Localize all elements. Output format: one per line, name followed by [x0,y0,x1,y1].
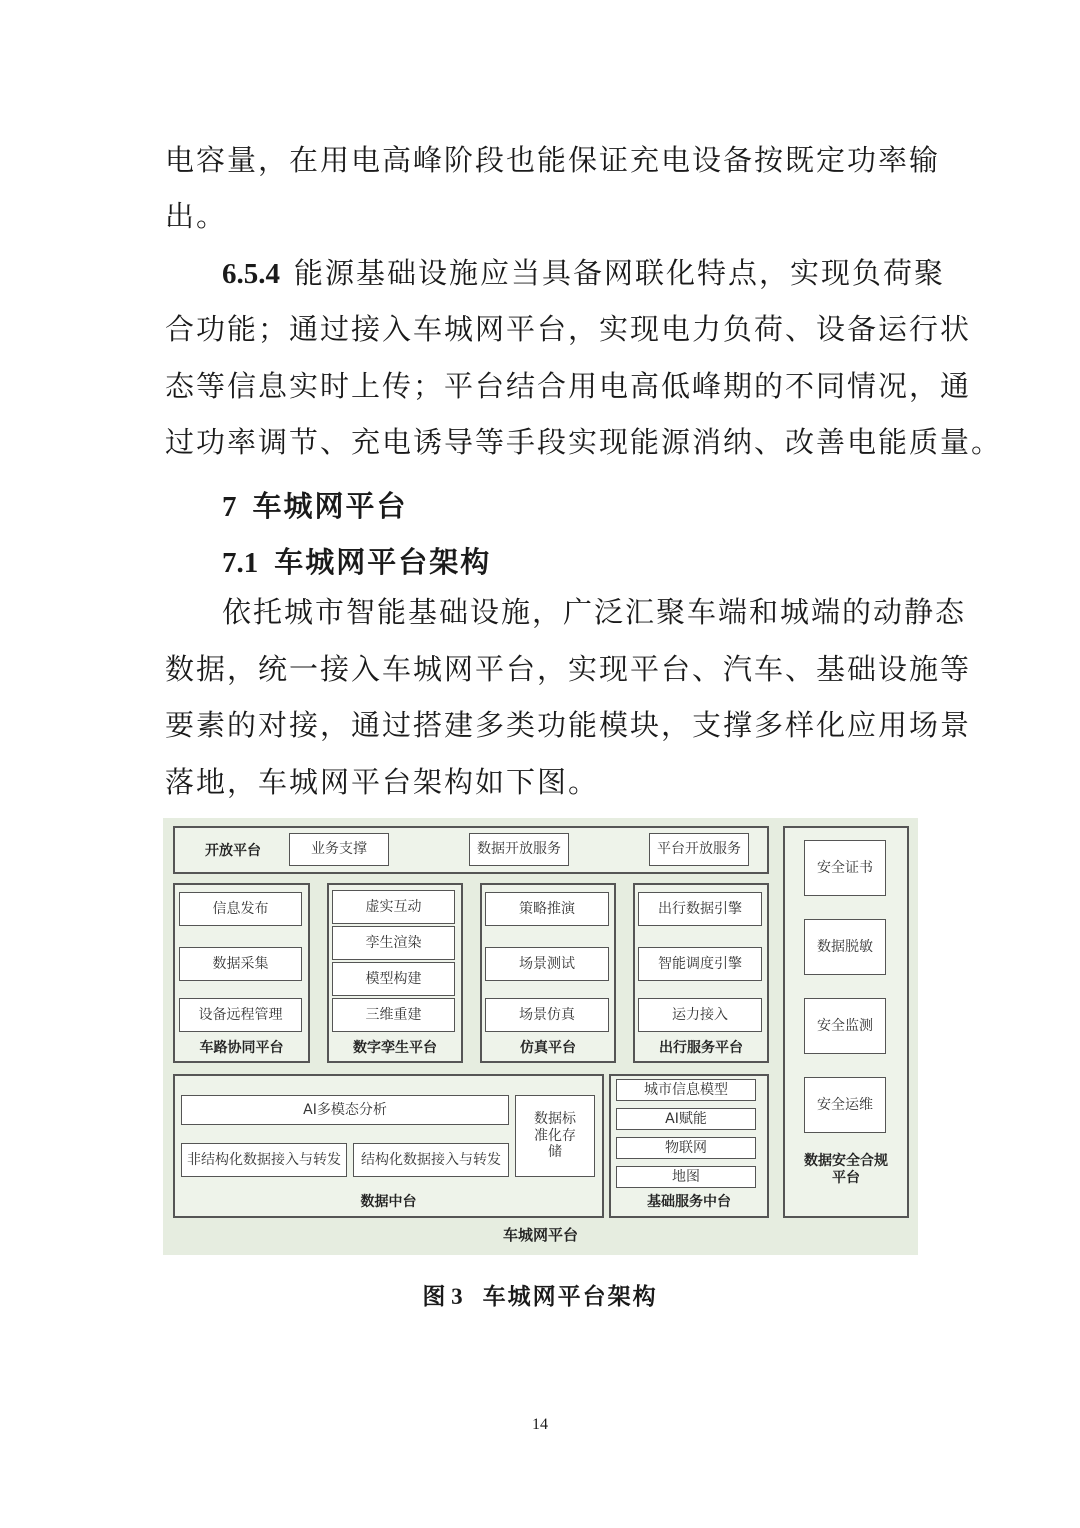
sim-platform-title: 仿真平台 [520,1040,576,1056]
section-heading-7-1 [222,540,491,581]
figure-number: 图 3 [422,1284,463,1309]
sim-item: 场景仿真 [485,998,609,1032]
data-center-item: 结构化数据接入与转发 [353,1143,509,1177]
twin-item: 模型构建 [332,962,455,996]
base-service-title: 基础服务中台 [647,1194,731,1210]
open-platform-title: 开放平台 [205,843,261,859]
v2x-item: 数据采集 [179,947,302,981]
security-platform-title: 数据安全合规平台 [804,1153,888,1186]
twin-item: 虚实互动 [332,890,455,924]
figure-title: 车城网平台架构 [482,1284,658,1310]
body-text-line: 态等信息实时上传；平台结合用电高低峰期的不同情况，通 [165,369,972,403]
body-text-line: 电容量，在用电高峰阶段也能保证充电设备按既定功率输 [165,143,941,177]
figure-caption [0,1278,1080,1311]
body-text-line: 落地，车城网平台架构如下图。 [165,765,600,799]
open-platform-item: 平台开放服务 [649,833,749,866]
section-title: 车城网平台架构 [274,545,492,579]
data-center-title: 数据中台 [360,1194,417,1210]
travel-item: 出行数据引擎 [638,892,762,926]
body-text-line: 过功率调节、充电诱导等手段实现能源消纳、改善电能质量。 [165,425,1003,459]
travel-item: 运力接入 [638,998,762,1032]
section-title: 车城网平台 [252,489,408,523]
travel-platform-title: 出行服务平台 [659,1040,743,1056]
open-platform-item: 业务支撑 [289,833,389,866]
base-service-item: AI赋能 [616,1108,756,1130]
security-item: 安全运维 [804,1077,886,1133]
sim-item: 场景测试 [485,947,609,981]
body-text-line: 要素的对接，通过搭建多类功能模块，支撑多样化应用场景 [165,708,972,742]
section-number: 7 [222,491,237,523]
data-center-item: 非结构化数据接入与转发 [181,1143,347,1177]
section-heading-7 [222,484,408,525]
architecture-diagram [163,818,918,1255]
page-number: 14 [532,1416,548,1433]
body-text-line: 数据，统一接入车城网平台，实现平台、汽车、基础设施等 [165,652,972,686]
section-number: 7.1 [222,547,259,579]
body-text-line: 依托城市智能基础设施，广泛汇聚车端和城端的动静态 [222,595,967,629]
body-text-line: 合功能；通过接入车城网平台，实现电力负荷、设备运行状 [165,312,972,346]
v2x-item: 设备远程管理 [179,998,302,1032]
v2x-item: 信息发布 [179,892,302,926]
body-text-line: 出。 [165,199,228,233]
base-service-item: 城市信息模型 [616,1079,756,1101]
twin-platform-title: 数字孪生平台 [353,1040,437,1056]
data-center-item: 数据标准化存储 [515,1095,595,1177]
twin-item: 孪生渲染 [332,926,455,960]
sim-item: 策略推演 [485,892,609,926]
clause-6-5-4-line [222,245,946,302]
base-service-item: 物联网 [616,1137,756,1159]
open-platform-item: 数据开放服务 [469,833,569,866]
clause-number: 6.5.4 [222,258,280,290]
security-item: 安全监测 [804,998,886,1054]
clause-text: 能源基础设施应当具备网联化特点，实现负荷聚 [294,256,946,290]
platform-title: 车城网平台 [502,1226,578,1244]
v2x-platform-title: 车路协同平台 [199,1040,284,1056]
twin-item: 三维重建 [332,998,455,1032]
travel-item: 智能调度引擎 [638,947,762,981]
base-service-item: 地图 [616,1166,756,1188]
security-item: 安全证书 [804,840,886,896]
data-center-item: AI多模态分析 [181,1095,509,1125]
security-item: 数据脱敏 [804,919,886,975]
